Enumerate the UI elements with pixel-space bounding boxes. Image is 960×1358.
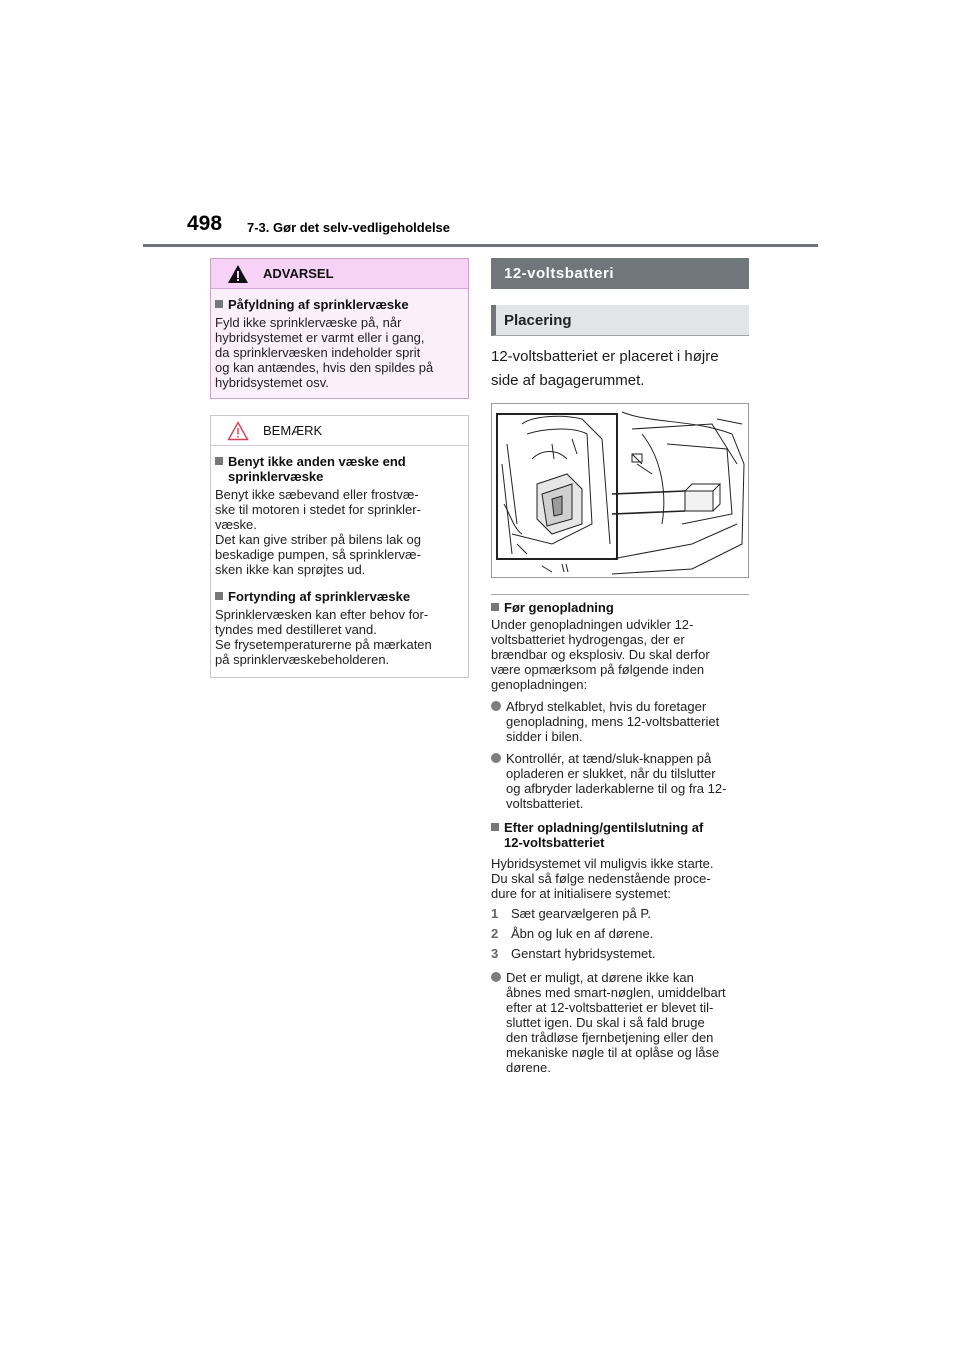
right-column: [491, 258, 749, 1075]
notice-header: [211, 416, 468, 446]
after-charging-text: Hybridsystemet vil muligvis ikke starte. Du skal så følge nedenstående proce- dure for at initialisere systemet:: [491, 856, 714, 901]
caution-triangle-icon: [227, 421, 249, 441]
step-item: 3 Genstart hybridsystemet.: [491, 946, 656, 961]
before-charging-text: Under genopladningen udvikler 12- voltsbatteriet hydrogengas, der er brændbar og eksplosiv. Du skal derfor være opmærksom på følgende inden genopladningen:: [491, 617, 710, 692]
warning-heading: Påfyldning af sprinklervæske: [215, 297, 464, 312]
square-bullet-icon: [215, 592, 223, 600]
figure-rule: [491, 594, 749, 595]
notice-text-2: Sprinklervæsken kan efter behov for- tyndes med destilleret vand. Se frysetemperaturerne på mærkaten på sprinklervæskebeholderen.: [215, 607, 432, 667]
step-item: 2 Åbn og luk en af dørene.: [491, 926, 654, 941]
warning-text: Fyld ikke sprinklervæske på, når hybridsystemet er varmt eller i gang, da sprinklervæsken indeholder sprit og kan antændes, hvis den spildes på hybridsystemet osv.: [215, 315, 434, 390]
warning-header: [211, 259, 468, 289]
placement-intro: 12-voltsbatteriet er placeret i højre side af bagagerummet.: [491, 348, 719, 389]
circle-bullet-icon: [491, 972, 501, 982]
section-title: 7-3. Gør det selv-vedligeholdelse: [247, 220, 451, 235]
trunk-drawing-icon: [492, 404, 748, 577]
warning-box: [210, 258, 469, 399]
notice-title: BEMÆRK: [263, 423, 323, 438]
battery-title-bar: 12-voltsbatteri: [491, 258, 749, 289]
list-item: Det er muligt, at dørene ikke kan åbnes med smart-nøglen, umiddelbart efter at 12-voltsbatteriet er blevet til- sluttet igen. Du skal i så fald bruge den trådløse fjernbetjening eller den mekaniske nøgle til at oplåse og låse dørene.: [491, 970, 749, 1075]
square-bullet-icon: [491, 823, 499, 831]
notice-heading-1: Benyt ikke anden væske end sprinklervæske: [215, 454, 464, 484]
notice-box: [210, 415, 469, 678]
notice-heading-2: Fortynding af sprinklervæske: [215, 589, 464, 604]
warning-title: ADVARSEL: [263, 266, 334, 281]
header-rule: [143, 244, 818, 247]
placement-title-bar: Placering: [491, 305, 749, 336]
circle-bullet-icon: [491, 701, 501, 711]
warning-triangle-icon: [227, 264, 249, 284]
left-column: [210, 258, 469, 678]
square-bullet-icon: [215, 457, 223, 465]
square-bullet-icon: [491, 603, 499, 611]
battery-location-illustration: [491, 403, 749, 578]
circle-bullet-icon: [491, 753, 501, 763]
before-charging-heading: Før genopladning: [491, 600, 749, 615]
after-charging-heading: Efter opladning/gentilslutning af 12-voltsbatteriet: [491, 820, 749, 850]
square-bullet-icon: [215, 300, 223, 308]
page-number: 498: [187, 212, 223, 235]
step-item: 1 Sæt gearvælgeren på P.: [491, 906, 651, 921]
list-item: Kontrollér, at tænd/sluk-knappen på opladeren er slukket, når du tilslutter og afbryder laderkablerne til og fra 12- voltsbatteriet.: [491, 751, 749, 811]
list-item: Afbryd stelkablet, hvis du foretager genopladning, mens 12-voltsbatteriet sidder i bilen.: [491, 699, 749, 744]
notice-text-1: Benyt ikke sæbevand eller frostvæ- ske til motoren i stedet for sprinkler- væske. Det kan give striber på bilens lak og beskadige pumpen, så sprinklervæ- sken ikke kan sprøjtes ud.: [215, 487, 421, 577]
